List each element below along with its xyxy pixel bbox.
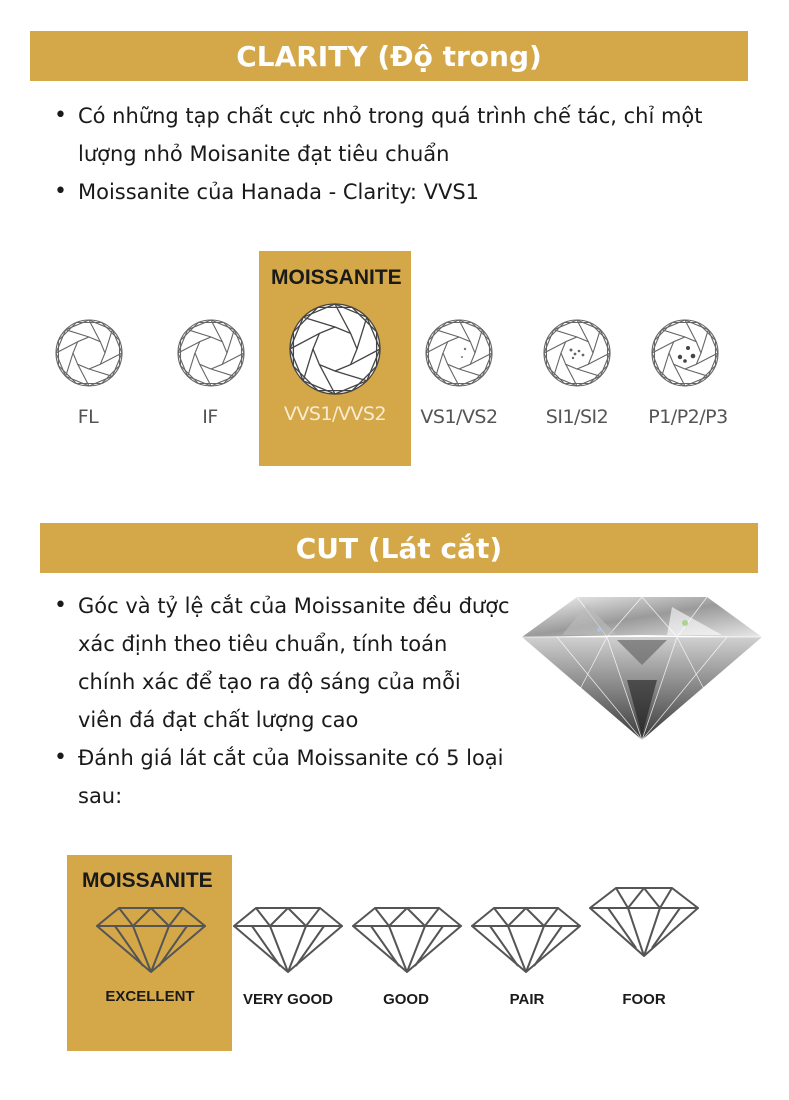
diamond-top-view-icon-si (543, 319, 611, 387)
diamond-top-view-icon-fl (55, 319, 123, 387)
clarity-highlight-label: MOISSANITE (271, 266, 402, 289)
clarity-bullet-1: • Có những tạp chất cực nhỏ trong quá trình chế tác, chỉ một lượng nhỏ Moisanite đạt tiêu chuẩn (50, 97, 750, 173)
clarity-bullet-2: • Moissanite của Hanada - Clarity: VVS1 (50, 173, 750, 211)
diamond-side-view-icon-good (351, 906, 463, 974)
diamond-side-view-icon-very-good (232, 906, 344, 974)
cut-grade-foor: FOOR (622, 991, 666, 1008)
clarity-grade-if: IF (202, 406, 218, 428)
cut-bullet-2: • Đánh giá lát cắt của Moissanite có 5 loại sau: (50, 739, 510, 815)
clarity-grade-vvs: VVS1/VVS2 (283, 403, 387, 425)
clarity-grade-si: SI1/SI2 (545, 406, 609, 428)
clarity-bullet-list (50, 97, 750, 211)
diamond-top-view-icon-vvs (289, 303, 381, 395)
cut-section-title: CUT (Lát cắt) (40, 523, 758, 573)
cut-grade-good: GOOD (383, 991, 429, 1008)
cut-bullet-list (50, 587, 510, 815)
cut-grade-pair: PAIR (509, 991, 545, 1008)
cut-grade-excellent: EXCELLENT (105, 988, 195, 1005)
clarity-section-title: CLARITY (Độ trong) (30, 31, 748, 81)
clarity-grade-fl: FL (77, 406, 99, 428)
diamond-side-view-icon-pair (470, 906, 582, 974)
diamond-photo-icon (517, 585, 767, 745)
cut-grade-very-good: VERY GOOD (242, 991, 334, 1008)
clarity-grade-p: P1/P2/P3 (648, 406, 728, 428)
diamond-top-view-icon-if (177, 319, 245, 387)
diamond-side-view-icon-excellent (95, 906, 207, 974)
clarity-grade-vs: VS1/VS2 (420, 406, 498, 428)
cut-bullet-1: • Góc và tỷ lệ cắt của Moissanite đều được xác định theo tiêu chuẩn, tính toán chính xác để tạo ra độ sáng của mỗi viên đá đạt chất lượng cao (50, 587, 510, 739)
diamond-side-view-icon-foor (588, 886, 700, 958)
cut-highlight-label: MOISSANITE (82, 869, 213, 892)
diamond-top-view-icon-p (651, 319, 719, 387)
diamond-top-view-icon-vs (425, 319, 493, 387)
